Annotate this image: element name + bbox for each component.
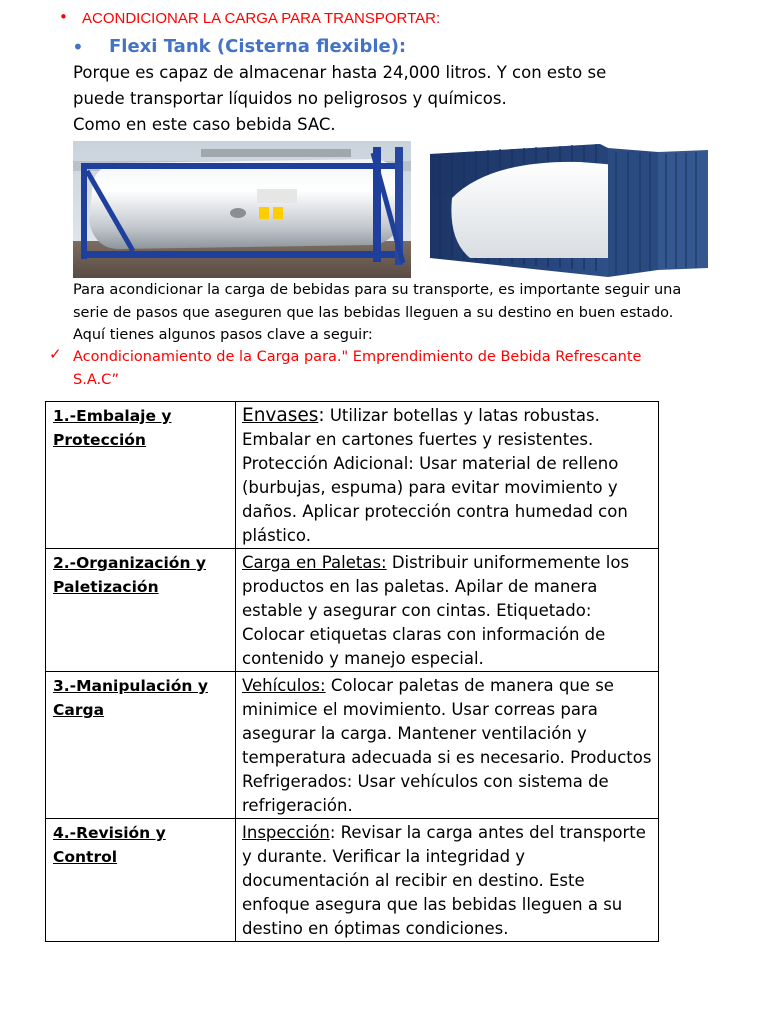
table-row <box>46 402 659 549</box>
step-body: Distribuir uniformemente los productos en las paletas. Apilar de manera estable y asegurar con cintas. Etiquetado: Colocar etiquetas claras con información de contenido y manejo especial. <box>242 553 630 668</box>
step-title: 3.-Manipulación y Carga <box>46 672 236 819</box>
step-body: Utilizar botellas y latas robustas. Embalar en cartones fuertes y resistentes. Protección Adicional: Usar material de relleno (burbujas, espuma) para evitar movimiento y daños. Aplicar protección contra humedad con plástico. <box>242 406 628 545</box>
steps-table <box>45 401 659 942</box>
step-lead: Carga en Paletas: <box>242 553 387 572</box>
step-lead: Vehículos: <box>242 676 326 695</box>
step-lead-suffix: : <box>318 405 325 426</box>
subheading-bullet: • <box>72 35 84 59</box>
iso-tank-container-photo <box>73 141 411 278</box>
step-body: Colocar paletas de manera que se minimice el movimiento. Usar correas para asegurar la carga. Mantener ventilación y temperatura adecuada si es necesario. Productos Refrigerados: Usar vehículos con sistema de refrigeración. <box>242 676 652 815</box>
heading-bullet: • <box>59 8 68 26</box>
section-heading: ACONDICIONAR LA CARGA PARA TRANSPORTAR: <box>82 10 441 27</box>
step-description <box>236 672 659 819</box>
step-description <box>236 549 659 672</box>
step-title: 4.-Revisión y Control <box>46 819 236 942</box>
intro-line-1: Porque es capaz de almacenar hasta 24,000 litros. Y con esto se <box>73 63 607 82</box>
step-lead-suffix: : <box>329 823 336 842</box>
table-row <box>46 549 659 672</box>
intro-line-3: Como en este caso bebida SAC. <box>73 115 336 134</box>
intro-paragraph: Para acondicionar la carga de bebidas para su transporte, es importante seguir una serie de pasos que aseguren que las bebidas lleguen a su destino en buen estado. Aquí tienes algunos pasos clave a seguir: <box>73 282 682 343</box>
step-title: 2.-Organización y Paletización <box>46 549 236 672</box>
step-lead: Inspección <box>242 823 330 842</box>
step-body: Revisar la carga antes del transporte y durante. Verificar la integridad y documentación al recibir en destino. Este enfoque asegura que las bebidas lleguen a su destino en óptimas condiciones. <box>242 823 646 938</box>
checklist-item: Acondicionamiento de la Carga para." Emprendimiento de Bebida Refrescante S.A.C” <box>73 349 642 388</box>
step-description <box>236 819 659 942</box>
step-description <box>236 402 659 549</box>
intro-line-2: puede transportar líquidos no peligrosos y químicos. <box>73 89 507 108</box>
step-lead: Envases <box>242 405 319 426</box>
intro-text <box>73 60 693 138</box>
step-title: 1.-Embalaje y Protección <box>46 402 236 549</box>
flexi-tank-heading: Flexi Tank (Cisterna flexible): <box>109 36 407 57</box>
flexitank-container-photo <box>430 140 710 277</box>
checkmark-icon: ✓ <box>49 345 62 363</box>
table-row <box>46 672 659 819</box>
table-row <box>46 819 659 942</box>
